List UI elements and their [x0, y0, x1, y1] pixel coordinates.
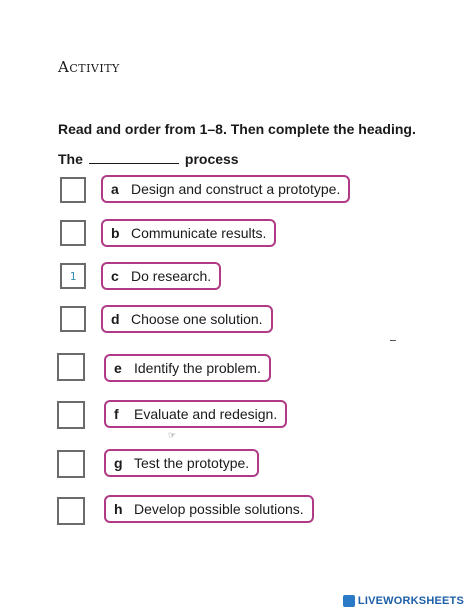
liveworksheets-logo-icon: [343, 595, 355, 607]
step-text: Evaluate and redesign.: [134, 406, 278, 422]
step-letter: c: [111, 268, 119, 284]
step-letter: e: [114, 360, 122, 376]
heading-blank-input[interactable]: [89, 163, 179, 164]
answer-box-d[interactable]: [60, 306, 86, 332]
answer-box-h[interactable]: [57, 497, 85, 525]
answer-box-f[interactable]: [57, 401, 85, 429]
instructions: Read and order from 1–8. Then complete the heading.: [58, 121, 416, 137]
step-letter: d: [111, 311, 120, 327]
step-a: [101, 175, 350, 203]
answer-box-a[interactable]: [60, 177, 86, 203]
footer-brand: LIVEWORKSHEETS: [357, 595, 464, 607]
step-letter: g: [114, 455, 123, 471]
heading-suffix: process: [184, 151, 239, 167]
answer-box-c[interactable]: 1: [60, 263, 86, 289]
step-letter: b: [111, 225, 120, 241]
answer-box-e[interactable]: [57, 353, 85, 381]
answer-box-g[interactable]: [57, 450, 85, 478]
step-text: Communicate results.: [131, 225, 267, 241]
step-letter: f: [114, 406, 119, 422]
step-letter: a: [111, 181, 119, 197]
heading-blank-line: [58, 151, 239, 167]
activity-title: Activity: [58, 58, 120, 76]
liveworksheets-logo: [343, 595, 464, 607]
step-e: [104, 354, 271, 382]
step-text: Choose one solution.: [131, 311, 263, 327]
step-text: Develop possible solutions.: [134, 501, 304, 517]
step-f: [104, 400, 287, 428]
heading-prefix: The: [58, 151, 83, 167]
step-text: Do research.: [131, 268, 212, 284]
cursor-icon: ☞: [168, 430, 177, 440]
step-h: [104, 495, 314, 523]
step-text: Identify the problem.: [134, 360, 261, 376]
step-c: [101, 262, 221, 290]
answer-box-b[interactable]: [60, 220, 86, 246]
stray-mark: [390, 340, 396, 341]
step-text: Design and construct a prototype.: [131, 181, 341, 197]
step-b: [101, 219, 276, 247]
step-text: Test the prototype.: [134, 455, 250, 471]
step-letter: h: [114, 501, 123, 517]
step-d: [101, 305, 273, 333]
step-g: [104, 449, 259, 477]
